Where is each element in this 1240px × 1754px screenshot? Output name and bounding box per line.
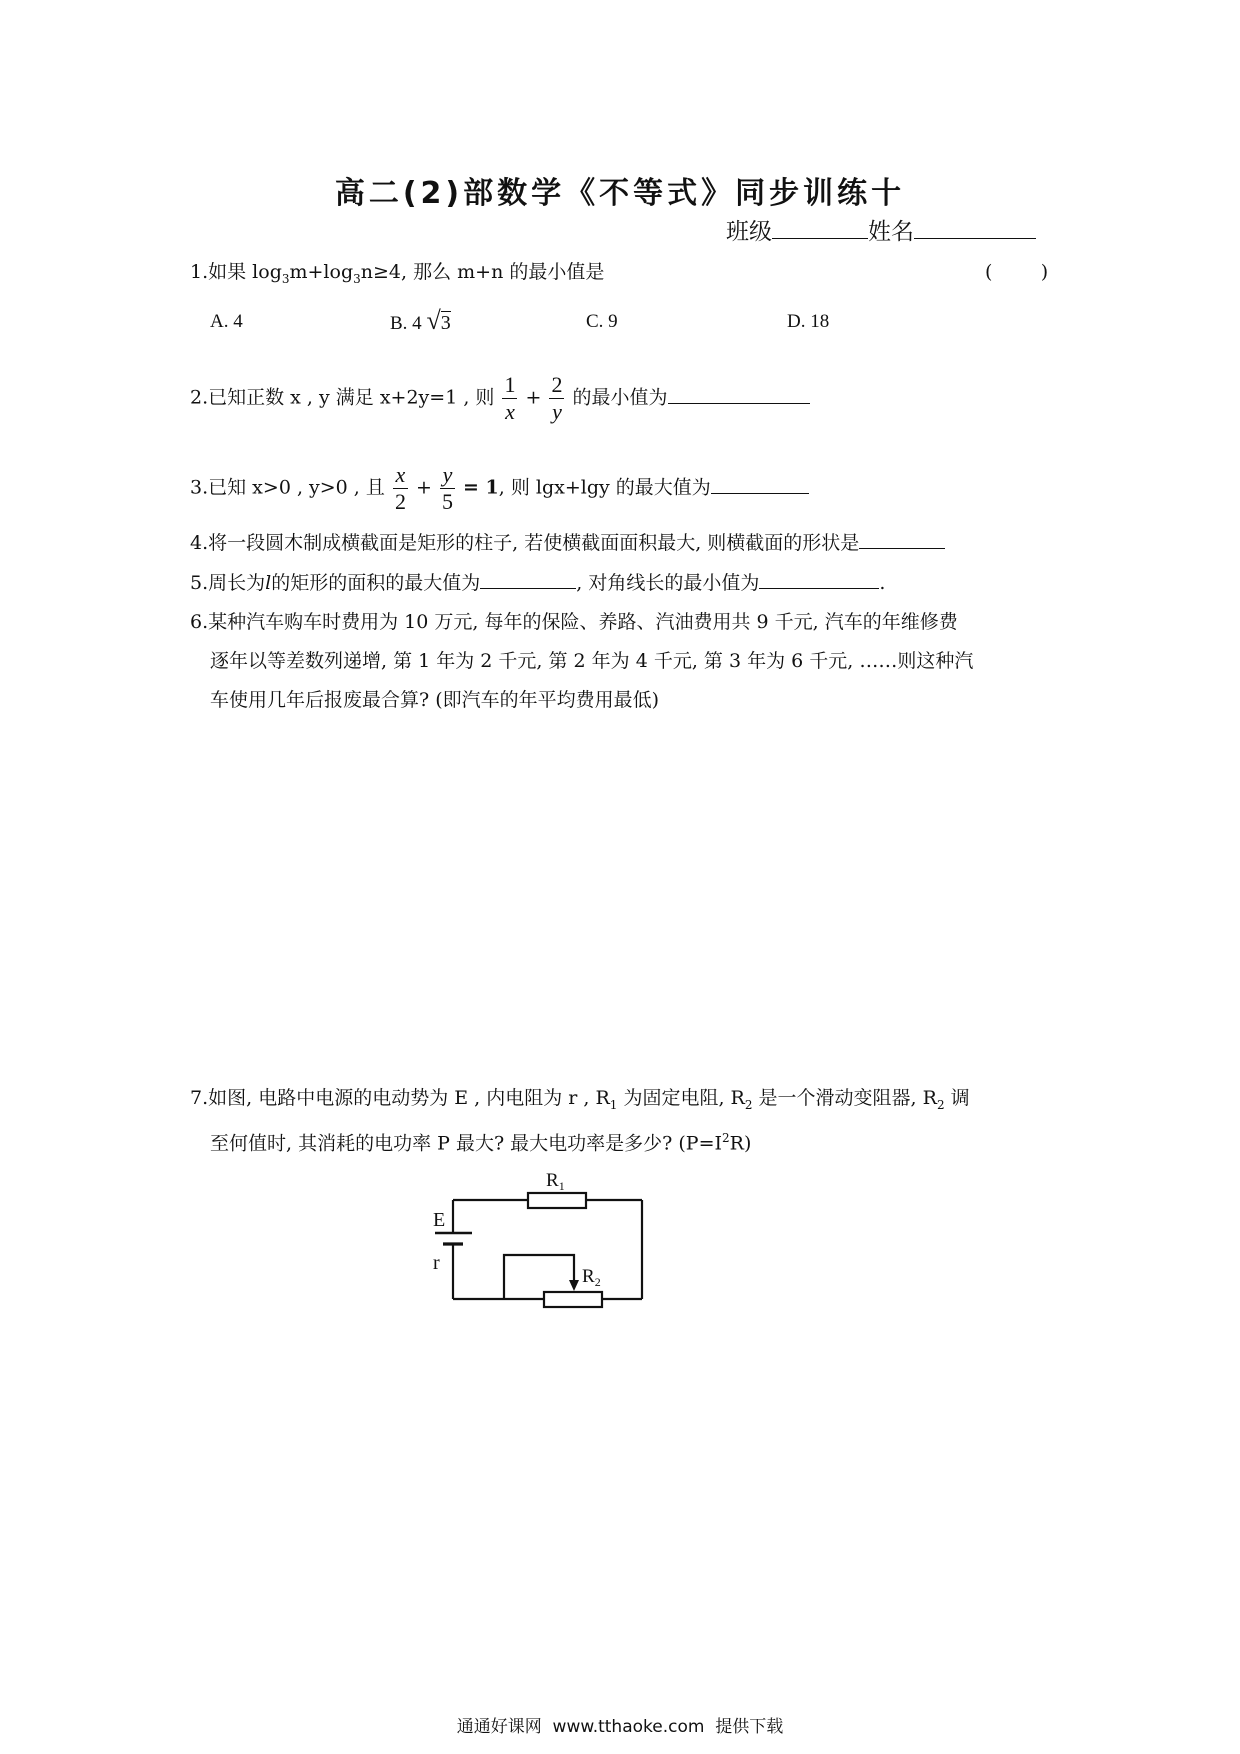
- question-6-line-3: 车使用几年后报废最合算? (即汽车的年平均费用最低): [210, 689, 660, 711]
- question-7: 7.如图, 电路中电源的电动势为 E , 内电阻为 r , $R_1$ 为固定电阻, $R_2$ 是一个滑动变阻器, $R_2$ 调: [190, 1087, 970, 1112]
- label-e: E: [433, 1209, 446, 1231]
- question-7-line-2: 至何值时, 其消耗的电功率 P 最大? 最大电功率是多少? $(P=I^2R)$: [210, 1131, 752, 1155]
- answer-paren[interactable]: ( ): [985, 261, 1049, 283]
- fraction-1-over-x: $\frac{1}{x}$: [504, 372, 516, 424]
- name-label: 姓名: [868, 219, 914, 245]
- fraction-2-over-y: $\frac{2}{y}$: [551, 372, 563, 424]
- question-6-line-2: 逐年以等差数列递增, 第 1 年为 2 千元, 第 2 年为 4 千元, 第 3 年为 6 千元, ……则这种汽: [210, 650, 974, 672]
- option-a[interactable]: A. 4: [210, 311, 243, 332]
- q2-answer-blank[interactable]: [668, 383, 810, 404]
- label-r2: $R_2$: [582, 1266, 601, 1289]
- option-c[interactable]: C. 9: [586, 311, 618, 332]
- question-4: 4.将一段圆木制成横截面是矩形的柱子, 若使横截面面积最大, 则横截面的形状是: [190, 528, 945, 557]
- label-r: r: [433, 1252, 440, 1274]
- name-blank[interactable]: [914, 218, 1036, 239]
- label-r1: $R_1$: [546, 1170, 565, 1193]
- q3-answer-blank[interactable]: [711, 473, 809, 494]
- option-d[interactable]: D. 18: [787, 311, 830, 332]
- fraction-x-over-2: $\frac{x}{2}$: [394, 462, 406, 514]
- resistor-r1: [528, 1193, 586, 1208]
- question-3: 3.已知 x>0 , y>0 , 且 $\frac{x}{2}$ + $\frac{y}{5}$ = 1, 则 lgx+lgy 的最大值为: [190, 462, 809, 515]
- sqrt-icon: √: [426, 306, 441, 335]
- q5-diagonal-blank[interactable]: [759, 568, 879, 589]
- fraction-y-over-5: $\frac{y}{5}$: [441, 462, 453, 514]
- class-blank[interactable]: [772, 218, 868, 239]
- q5-area-blank[interactable]: [480, 568, 576, 589]
- class-label: 班级: [726, 219, 772, 245]
- footer-text: 通通好课网 www.tthaoke.com 提供下载: [456, 1717, 784, 1737]
- question-5: 5.周长为l的矩形的面积的最大值为 , 对角线长的最小值为 .: [190, 568, 885, 597]
- class-name-line: [726, 218, 1036, 246]
- page-title: 高二(2)部数学《不等式》同步训练十: [334, 176, 906, 211]
- option-b[interactable]: B. 4 √3: [390, 306, 451, 335]
- question-2: 2.已知正数 x , y 满足 x+2y=1 , 则 $\frac{1}{x}$ + $\frac{2}{y}$ 的最小值为: [190, 372, 810, 425]
- q4-answer-blank[interactable]: [859, 528, 945, 549]
- slider-arrow-icon: [569, 1280, 579, 1291]
- resistor-r2: [544, 1292, 602, 1307]
- question-1: 1.如果 $\log_3m+\log_3n\ge 4$, 那么 m+n 的最小值是: [190, 261, 605, 286]
- circuit-diagram: [420, 1160, 660, 1320]
- question-6: 6.某种汽车购车时费用为 10 万元, 每年的保险、养路、汽油费用共 9 千元, 汽车的年维修费: [190, 611, 958, 633]
